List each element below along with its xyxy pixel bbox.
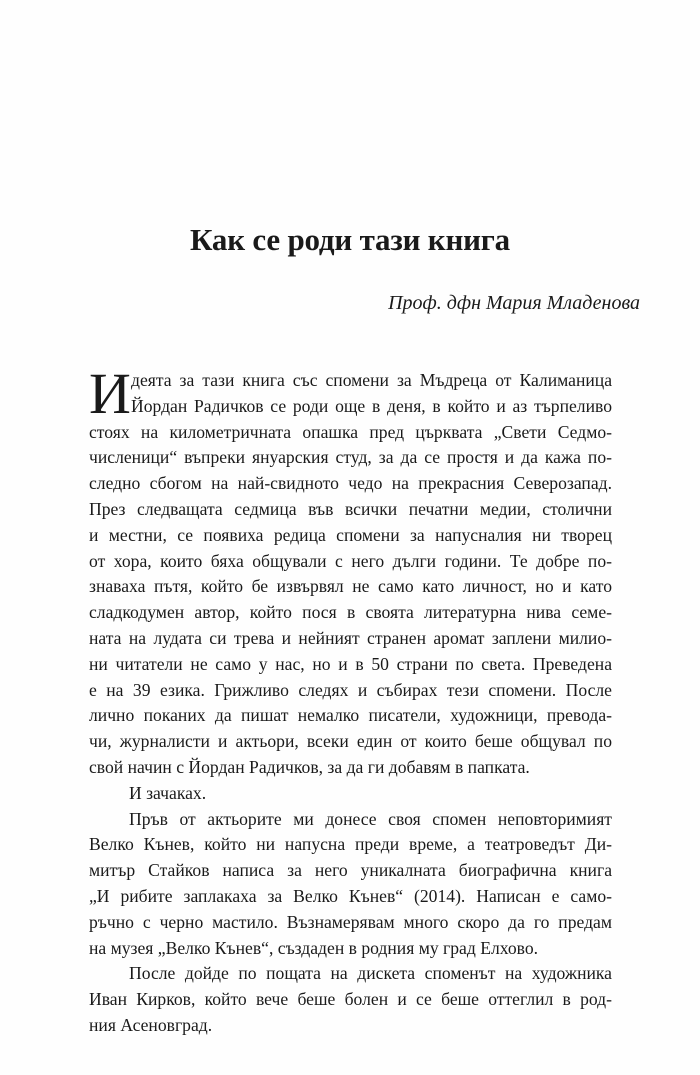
- text-line: стоях на километричната опашка пред църквата „Свети Седмо-: [89, 421, 612, 442]
- text-line: деята за тази книга със спомени за Мъдреца от Калиманица: [131, 370, 612, 390]
- text-line: „И рибите заплакаха за Велко Кънев“ (2014). Написан е само-: [89, 885, 612, 906]
- text-line: численици“ въпреки януарския студ, за да се простя и да кажа по-: [89, 447, 612, 468]
- text-line: ния Асеновград.: [89, 1014, 213, 1035]
- text-line: от хора, които бяха общували с него дълги години. Те добре по-: [89, 550, 612, 571]
- text-line: ни читатели не само у нас, но и в 50 страни по света. Преведена: [89, 653, 612, 674]
- text-line: Йордан Радичков се роди още в деня, в който и аз търпеливо: [131, 395, 612, 416]
- text-line: свой начин с Йордан Радичков, за да ги добавям в папката.: [89, 756, 530, 777]
- text-line: е на 39 езика. Грижливо следях и събирах тези спомени. После: [89, 679, 612, 700]
- text-line: и местни, се появиха редица спомени за напусналия ни творец: [89, 524, 612, 545]
- text-line: Велко Кънев, който ни напусна преди време, а театроведът Ди-: [89, 834, 612, 855]
- text-line: сладкодумен автор, който пося в своята литературна нива семе-: [89, 602, 612, 623]
- text-line: През следващата седмица във всички печатни медии, столични: [89, 498, 612, 519]
- body-text: [89, 361, 612, 1039]
- text-line: ръчно с черно мастило. Възнамерявам много скоро да го предам: [89, 911, 612, 932]
- drop-cap: И: [89, 361, 131, 426]
- text-line: ната на лудата си трева и нейният странен аромат заплени милио-: [89, 627, 612, 648]
- author-byline: Проф. дфн Мария Младенова: [388, 292, 640, 314]
- text-line: митър Стайков написа за него уникалната биографична книга: [89, 860, 612, 881]
- text-line: чи, журналисти и актьори, всеки един от които беше общувал по: [89, 731, 612, 752]
- text-line: После дойде по пощата на дискета споменът на художника: [129, 963, 612, 984]
- text-line: лично поканих да пишат немалко писатели, художници, превода-: [89, 705, 612, 726]
- text-line: Пръв от актьорите ми донесе своя спомен неповторимият: [129, 808, 612, 829]
- text-line: знаваха пътя, който бе извървял не само като личност, но и като: [89, 576, 612, 597]
- chapter-title: Как се роди тази книга: [190, 222, 510, 257]
- text-line: Иван Кирков, който вече беше болен и се беше оттеглил в род-: [89, 989, 612, 1010]
- text-line: И зачаках.: [129, 782, 207, 803]
- text-line: следно сбогом на най-свидното чедо на прекрасния Северозапад.: [89, 473, 612, 494]
- text-line: на музея „Велко Кънев“, създаден в родния му град Елхово.: [89, 937, 539, 958]
